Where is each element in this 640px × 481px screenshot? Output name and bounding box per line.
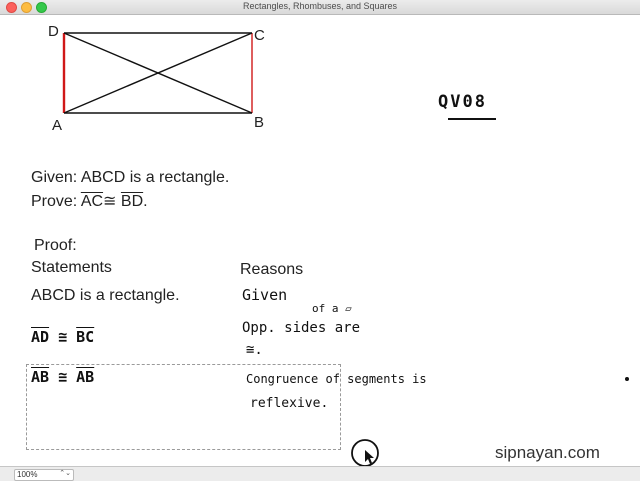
reason-2-line2: ≅. [246, 342, 263, 358]
zoom-select[interactable] [14, 469, 74, 481]
given-label: Given: [31, 169, 78, 186]
vertex-b-label: B [254, 114, 265, 131]
segment-ab-right: $\overline{AB}$ [76, 368, 95, 386]
prove-segment-ac: $\overline{AC}$ [80, 193, 104, 210]
segment-bc: $\overline{BC}$ [76, 328, 95, 346]
vertex-a-label: A [52, 117, 63, 134]
selection-marquee[interactable] [26, 364, 341, 450]
segment-ab-left: $\overline{AB}$ [31, 368, 50, 386]
zoom-value: 100% [17, 470, 38, 479]
given-line [31, 169, 229, 187]
statement-3-congruent: ≅ [58, 368, 68, 386]
reason-2-note: of a ▱ [312, 302, 352, 315]
watermark: sipnayan.com [495, 443, 600, 462]
vertex-d-label: D [48, 23, 59, 40]
window-titlebar [0, 0, 640, 15]
rectangle-figure [40, 20, 280, 135]
qv-underline [448, 118, 496, 120]
given-text: ABCD is a rectangle. [80, 169, 230, 186]
pen-dot [625, 377, 629, 381]
status-bar [0, 466, 640, 481]
reason-2-line1: Opp. sides are [242, 320, 361, 336]
window-title: Rectangles, Rhombuses, and Squares [242, 1, 398, 11]
proof-label: Proof: [34, 237, 77, 254]
prove-period: . [143, 193, 148, 210]
cursor-pointer-icon [350, 438, 380, 468]
reason-3-line1: Congruence of segments is [246, 372, 427, 386]
reason-3-line2: reflexive. [250, 396, 329, 411]
vertex-c-label: C [254, 27, 265, 44]
prove-segment-bd: $\overline{BD}$ [120, 193, 144, 210]
segment-ad: $\overline{AD}$ [31, 328, 50, 346]
qv-code: QV08 [438, 92, 487, 112]
reasons-header: Reasons [240, 261, 304, 278]
statement-2 [31, 328, 94, 346]
prove-line [31, 191, 148, 211]
statement-2-congruent: ≅ [58, 328, 68, 346]
prove-label: Prove: [31, 193, 78, 210]
statement-1: ABCD is a rectangle. [31, 287, 180, 304]
reason-1: Given [242, 286, 288, 304]
stepper-arrows-icon: ⌃⌄ [59, 470, 71, 477]
congruent-symbol: ≅ [103, 193, 117, 210]
statements-header: Statements [31, 259, 112, 276]
